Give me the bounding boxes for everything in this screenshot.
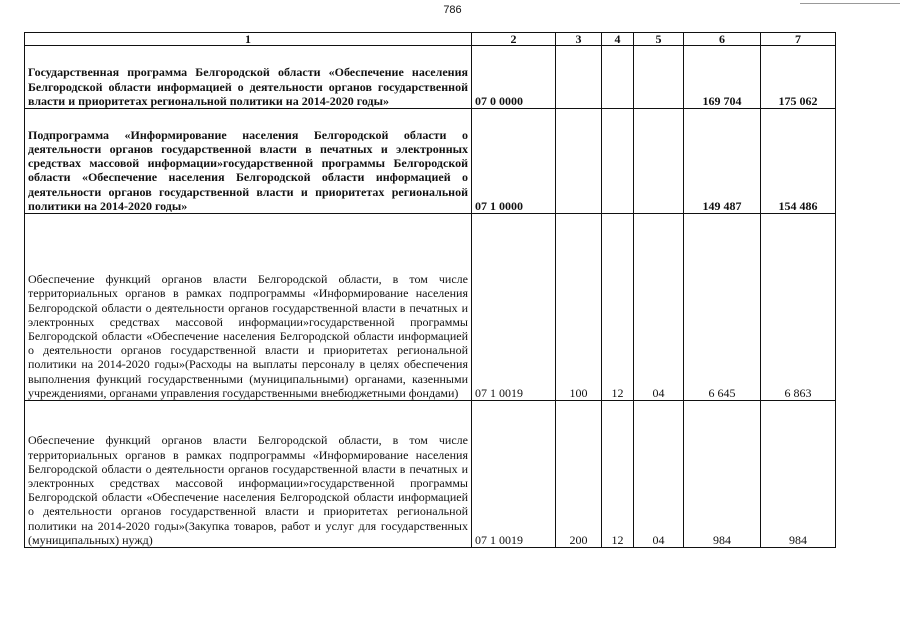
row-col-5: 04 bbox=[634, 214, 684, 401]
row-amount-7: 6 863 bbox=[761, 214, 836, 401]
row-amount-7: 175 062 bbox=[761, 46, 836, 109]
row-amount-7: 984 bbox=[761, 401, 836, 548]
row-amount-6: 149 487 bbox=[684, 109, 761, 214]
row-col-3: 100 bbox=[556, 214, 602, 401]
row-col-4: 12 bbox=[602, 401, 634, 548]
row-description: Обеспечение функций органов власти Белгородской области, в том числе территориальных органов в рамках подпрограммы «Информирование населения Белгородской области о деятельности органов государственной власти в печатных и электронных средствах массовой информации»государственной программы Белгородской области «Обеспечение населения Белгородской области информацией о деятельности органов государственной власти и приоритетах региональной политики на 2014-2020 годы»(Расходы на выплаты персоналу в целях обеспечения выполнения функций государственными (муниципальными) органами, казенными учреждениями, органами управления государственными внебюджетными фондами) bbox=[25, 214, 472, 401]
row-amount-6: 169 704 bbox=[684, 46, 761, 109]
budget-table bbox=[24, 32, 836, 548]
row-col-4: 12 bbox=[602, 214, 634, 401]
row-amount-7: 154 486 bbox=[761, 109, 836, 214]
row-col-3 bbox=[556, 46, 602, 109]
row-description: Государственная программа Белгородской области «Обеспечение населения Белгородской области информацией о деятельности органов государственной власти и приоритетах региональной политики на 2014-2020 годы» bbox=[25, 46, 472, 109]
table-row-procurement bbox=[25, 401, 836, 548]
header-col-6: 6 bbox=[684, 33, 761, 46]
row-col-3 bbox=[556, 109, 602, 214]
row-code: 07 1 0000 bbox=[472, 109, 556, 214]
table-row-state-program bbox=[25, 46, 836, 109]
header-row bbox=[25, 33, 836, 46]
header-col-3: 3 bbox=[556, 33, 602, 46]
row-code: 07 0 0000 bbox=[472, 46, 556, 109]
page-number: 786 bbox=[443, 4, 462, 16]
row-col-5 bbox=[634, 109, 684, 214]
row-col-4 bbox=[602, 46, 634, 109]
row-col-5: 04 bbox=[634, 401, 684, 548]
table-row-staff-expenses bbox=[25, 214, 836, 401]
row-description: Обеспечение функций органов власти Белгородской области, в том числе территориальных органов в рамках подпрограммы «Информирование населения Белгородской области о деятельности органов государственной власти в печатных и электронных средствах массовой информации»государственной программы Белгородской области «Обеспечение населения Белгородской области информацией о деятельности органов государственной власти и приоритетах региональной политики на 2014-2020 годы»(Закупка товаров, работ и услуг для государственных (муниципальных) нужд) bbox=[25, 401, 472, 548]
row-description: Подпрограмма «Информирование населения Белгородской области о деятельности органов государственной власти в печатных и электронных средствах массовой информации»государственной программы Белгородской области «Обеспечение населения Белгородской области информацией о деятельности органов государственной власти и приоритетах региональной политики на 2014-2020 годы» bbox=[25, 109, 472, 214]
row-code: 07 1 0019 bbox=[472, 214, 556, 401]
header-col-7: 7 bbox=[761, 33, 836, 46]
header-col-2: 2 bbox=[472, 33, 556, 46]
row-code: 07 1 0019 bbox=[472, 401, 556, 548]
row-col-4 bbox=[602, 109, 634, 214]
header-col-4: 4 bbox=[602, 33, 634, 46]
row-amount-6: 984 bbox=[684, 401, 761, 548]
table-row-subprogram bbox=[25, 109, 836, 214]
row-col-3: 200 bbox=[556, 401, 602, 548]
header-col-5: 5 bbox=[634, 33, 684, 46]
header-col-1: 1 bbox=[25, 33, 472, 46]
row-col-5 bbox=[634, 46, 684, 109]
row-amount-6: 6 645 bbox=[684, 214, 761, 401]
